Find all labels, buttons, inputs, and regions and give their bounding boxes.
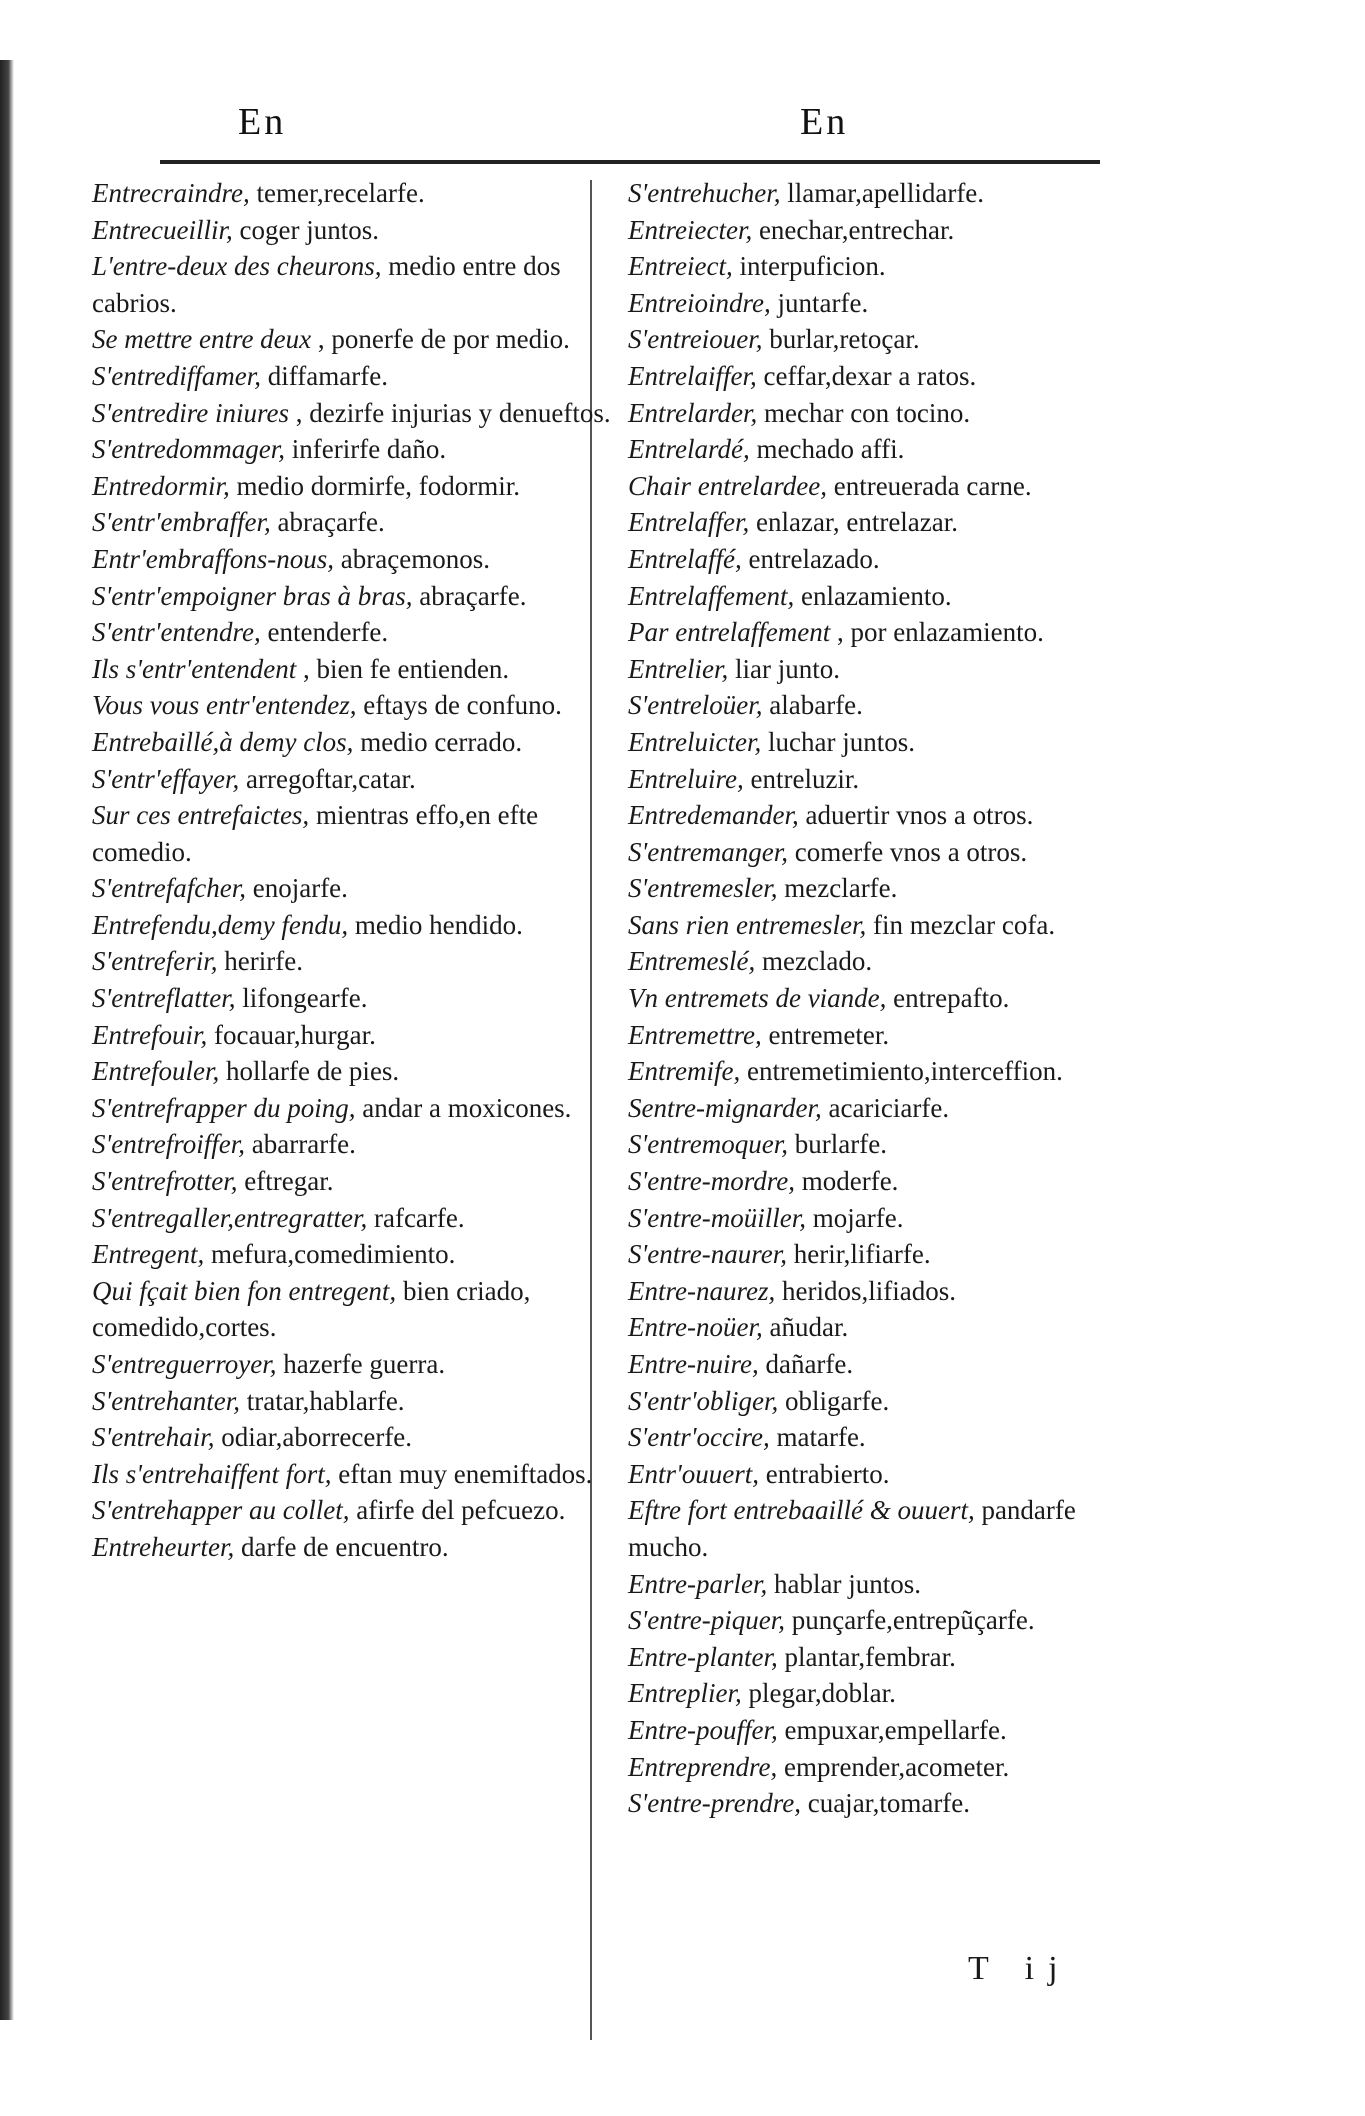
headword: S'entr'occire, bbox=[628, 1422, 770, 1453]
headword: Entrefouir, bbox=[92, 1019, 208, 1050]
headword: Entrefouler, bbox=[92, 1056, 220, 1087]
definition: darfe de encuentro. bbox=[234, 1531, 449, 1562]
definition: herirfe. bbox=[217, 946, 303, 977]
headword: Sur ces entrefaictes, bbox=[92, 800, 310, 831]
headword: S'entre-prendre, bbox=[628, 1788, 801, 1819]
dictionary-entry bbox=[92, 1419, 617, 1456]
definition: , por enlazamiento. bbox=[830, 617, 1044, 648]
headword: Eftre fort entrebaaillé & ouuert, bbox=[628, 1495, 975, 1526]
dictionary-entry bbox=[92, 1017, 617, 1054]
headword: Entremeslé, bbox=[628, 946, 756, 977]
dictionary-entry bbox=[628, 1346, 1153, 1383]
headword: S'entrefroiffer, bbox=[92, 1129, 246, 1160]
headword: Sans rien entremesler, bbox=[628, 909, 867, 940]
headword: Vous vous entr'entendez, bbox=[92, 690, 357, 721]
dictionary-entry bbox=[92, 1456, 617, 1493]
dictionary-entry bbox=[628, 1602, 1153, 1639]
headword: L'entre-deux des cheurons, bbox=[92, 251, 382, 282]
dictionary-entry bbox=[92, 1200, 617, 1237]
dictionary-entry bbox=[92, 212, 617, 249]
dictionary-entry bbox=[92, 724, 617, 761]
headword: Vn entremets de viande, bbox=[628, 983, 887, 1014]
definition: emprender,acometer. bbox=[777, 1751, 1010, 1782]
headword: S'entremoquer, bbox=[628, 1129, 788, 1160]
definition: entreluzir. bbox=[743, 763, 860, 794]
definition: moderfe. bbox=[794, 1166, 899, 1197]
definition: herir,lifiarfe. bbox=[787, 1239, 931, 1270]
dictionary-entry bbox=[628, 1639, 1153, 1676]
dictionary-entry bbox=[92, 1236, 617, 1273]
definition: mechado affi. bbox=[749, 434, 905, 465]
definition: odiar,aborrecerfe. bbox=[214, 1422, 413, 1453]
right-column bbox=[628, 175, 1153, 1822]
dictionary-entry bbox=[628, 1566, 1153, 1603]
running-header-left: En bbox=[238, 101, 287, 143]
dictionary-entry bbox=[92, 980, 617, 1017]
dictionary-entry bbox=[92, 321, 617, 358]
headword: Entrelarder, bbox=[628, 397, 758, 428]
dictionary-entry bbox=[92, 175, 617, 212]
dictionary-entry bbox=[628, 248, 1153, 285]
headword: S'entrehapper au collet, bbox=[92, 1495, 350, 1526]
headword: Entrecueillir, bbox=[92, 214, 233, 245]
definition: liar junto. bbox=[728, 653, 840, 684]
headword: Se mettre entre deux bbox=[92, 324, 312, 355]
headword: Entre-nuire, bbox=[628, 1349, 759, 1379]
dictionary-entry bbox=[92, 468, 617, 505]
definition: plantar,fembrar. bbox=[777, 1641, 956, 1672]
dictionary-entry bbox=[92, 1383, 617, 1420]
definition: medio dormirfe, fodormir. bbox=[229, 470, 520, 501]
headword: S'entrehucher, bbox=[628, 178, 781, 208]
definition: aduertir vnos a otros. bbox=[798, 800, 1034, 831]
headword: Ils s'entr'entendent bbox=[92, 653, 297, 684]
definition: llamar,apellidarfe. bbox=[780, 178, 985, 208]
dictionary-entry bbox=[92, 614, 617, 651]
definition: juntarfe. bbox=[770, 287, 869, 318]
headword: Entre-planter, bbox=[628, 1641, 778, 1672]
headword: Entr'ouuert, bbox=[628, 1458, 760, 1489]
definition: entenderfe. bbox=[260, 617, 389, 648]
headword: S'entremanger, bbox=[628, 836, 788, 867]
headword: Entrebaillé,à demy clos, bbox=[92, 726, 354, 757]
definition: alabarfe. bbox=[762, 690, 863, 721]
definition: lifongearfe. bbox=[235, 983, 368, 1014]
definition: luchar juntos. bbox=[761, 726, 915, 757]
definition: entrepafto. bbox=[886, 983, 1010, 1014]
definition: mechar con tocino. bbox=[757, 397, 971, 428]
definition: inferirfe daño. bbox=[285, 434, 447, 465]
headword: Entre-naurez, bbox=[628, 1275, 776, 1306]
dictionary-entry bbox=[628, 431, 1153, 468]
definition: medio hendido. bbox=[348, 909, 523, 940]
dictionary-entry bbox=[628, 541, 1153, 578]
headword: Entregent, bbox=[92, 1239, 205, 1270]
definition: mefura,comedimiento. bbox=[204, 1239, 456, 1270]
definition: heridos,lifiados. bbox=[775, 1275, 956, 1306]
definition: enlazamiento. bbox=[794, 580, 952, 611]
headword: S'entreloüer, bbox=[628, 690, 763, 721]
headword: Entreluire, bbox=[628, 763, 744, 794]
definition: abraçarfe. bbox=[270, 507, 385, 538]
headword: Entre-noüer, bbox=[628, 1312, 763, 1343]
definition: acariciarfe. bbox=[821, 1092, 950, 1123]
definition: entremetimiento,interceffion. bbox=[740, 1056, 1063, 1087]
headword: S'entrediffamer, bbox=[92, 360, 262, 391]
dictionary-entry bbox=[628, 651, 1153, 688]
definition: temer,recelarfe. bbox=[249, 178, 425, 208]
headword: Entreplier, bbox=[628, 1678, 742, 1709]
dictionary-entry bbox=[92, 578, 617, 615]
definition: , ponerfe de por medio. bbox=[311, 324, 570, 355]
definition: enlazar, entrelazar. bbox=[749, 507, 959, 538]
headword: S'entre-naurer, bbox=[628, 1239, 787, 1270]
dictionary-entry bbox=[628, 1090, 1153, 1127]
definition: rafcarfe. bbox=[367, 1202, 465, 1233]
dictionary-entry bbox=[92, 431, 617, 468]
definition: tratar,hablarfe. bbox=[240, 1385, 405, 1416]
dictionary-entry bbox=[92, 1492, 617, 1529]
headword: S'entrefrapper du poing, bbox=[92, 1092, 356, 1123]
dictionary-entry bbox=[628, 212, 1153, 249]
definition: hazerfe guerra. bbox=[276, 1349, 446, 1379]
dictionary-entry bbox=[628, 1200, 1153, 1237]
definition: enechar,entrechar. bbox=[752, 214, 955, 245]
headword: S'entredommager, bbox=[92, 434, 285, 465]
definition: cuajar,tomarfe. bbox=[800, 1788, 971, 1819]
dictionary-entry bbox=[628, 980, 1153, 1017]
scan-edge bbox=[0, 60, 14, 2020]
headword: S'entr'empoigner bras à bras, bbox=[92, 580, 413, 611]
headword: Par entrelaffement bbox=[628, 617, 831, 648]
headword: S'entreiouer, bbox=[628, 324, 763, 355]
definition: eftan muy enemiftados. bbox=[331, 1458, 593, 1489]
dictionary-entry bbox=[628, 1456, 1153, 1493]
headword: Entreluicter, bbox=[628, 726, 762, 757]
dictionary-entry bbox=[92, 943, 617, 980]
headword: Sentre-mignarder, bbox=[628, 1092, 822, 1123]
headword: Qui fçait bien fon entregent, bbox=[92, 1275, 397, 1306]
dictionary-entry bbox=[92, 1346, 617, 1383]
headword: Entreprendre, bbox=[628, 1751, 778, 1782]
headword: S'entr'obliger, bbox=[628, 1385, 779, 1416]
dictionary-entry bbox=[628, 834, 1153, 871]
dictionary-entry bbox=[628, 724, 1153, 761]
dictionary-entry bbox=[628, 1712, 1153, 1749]
definition: entremeter. bbox=[761, 1019, 890, 1050]
dictionary-entry bbox=[628, 1383, 1153, 1420]
definition: medio entre dos cabrios. bbox=[92, 251, 561, 318]
left-column bbox=[92, 175, 617, 1566]
headword: Ils s'entrehaiffent fort, bbox=[92, 1458, 332, 1489]
definition: matarfe. bbox=[769, 1422, 866, 1453]
definition: entrelazado. bbox=[741, 543, 880, 574]
dictionary-entry bbox=[628, 1749, 1153, 1786]
dictionary-entry bbox=[628, 614, 1153, 651]
definition: dañarfe. bbox=[758, 1349, 854, 1379]
headword: Entremife, bbox=[628, 1056, 741, 1087]
dictionary-entry bbox=[92, 1053, 617, 1090]
definition: bien criado, comedido,cortes. bbox=[92, 1275, 531, 1343]
dictionary-entry bbox=[628, 1785, 1153, 1822]
definition: focauar,hurgar. bbox=[207, 1019, 376, 1050]
dictionary-entry bbox=[628, 578, 1153, 615]
headword: Entrelaffer, bbox=[628, 507, 750, 538]
definition: interpuficion. bbox=[732, 251, 886, 282]
headword: Entremettre, bbox=[628, 1019, 762, 1050]
headword: Entredormir, bbox=[92, 470, 230, 501]
header-rule bbox=[160, 160, 1100, 164]
dictionary-entry bbox=[628, 395, 1153, 432]
dictionary-entry bbox=[92, 1273, 617, 1346]
headword: Entrelaffement, bbox=[628, 580, 795, 611]
headword: Entrelaffé, bbox=[628, 543, 742, 574]
headword: S'entr'effayer, bbox=[92, 763, 240, 794]
dictionary-entry bbox=[628, 504, 1153, 541]
dictionary-entry bbox=[628, 1309, 1153, 1346]
definition: obligarfe. bbox=[778, 1385, 890, 1416]
definition: mojarfe. bbox=[806, 1202, 904, 1233]
dictionary-entry bbox=[628, 1163, 1153, 1200]
headword: Entre-parler, bbox=[628, 1568, 768, 1599]
definition: fin mezclar cofa. bbox=[866, 909, 1056, 940]
headword: Entre-pouffer, bbox=[628, 1714, 778, 1745]
dictionary-entry bbox=[92, 358, 617, 395]
dictionary-entry bbox=[628, 1053, 1153, 1090]
definition: abraçemonos. bbox=[334, 543, 490, 574]
definition: empuxar,empellarfe. bbox=[777, 1714, 1007, 1745]
headword: Entrefendu,demy fendu, bbox=[92, 909, 349, 940]
definition: afirfe del pefcuezo. bbox=[349, 1495, 566, 1526]
dictionary-entry bbox=[628, 1419, 1153, 1456]
dictionary-entry bbox=[628, 1126, 1153, 1163]
headword: S'entreferir, bbox=[92, 946, 218, 977]
definition: entrabierto. bbox=[759, 1458, 890, 1489]
dictionary-entry bbox=[628, 1492, 1153, 1565]
dictionary-entry bbox=[92, 797, 617, 870]
dictionary-entry bbox=[92, 687, 617, 724]
definition: burlar,retoçar. bbox=[762, 324, 920, 355]
dictionary-entry bbox=[92, 870, 617, 907]
definition: medio cerrado. bbox=[353, 726, 523, 757]
definition: mezclarfe. bbox=[777, 873, 898, 904]
headword: Entreioindre, bbox=[628, 287, 771, 318]
definition: arregoftar,catar. bbox=[239, 763, 416, 794]
headword: S'entr'embraffer, bbox=[92, 507, 271, 538]
dictionary-entry bbox=[628, 285, 1153, 322]
headword: Entreheurter, bbox=[92, 1531, 235, 1562]
definition: eftays de confuno. bbox=[356, 690, 562, 721]
dictionary-entry bbox=[628, 687, 1153, 724]
headword: S'entre-piquer, bbox=[628, 1605, 785, 1636]
dictionary-entry bbox=[628, 175, 1153, 212]
headword: S'entredire iniures bbox=[92, 397, 289, 428]
definition: plegar,doblar. bbox=[741, 1678, 896, 1709]
definition: eftregar. bbox=[237, 1166, 334, 1197]
dictionary-entry bbox=[628, 761, 1153, 798]
dictionary-entry bbox=[628, 907, 1153, 944]
dictionary-entry bbox=[92, 761, 617, 798]
definition: mezclado. bbox=[755, 946, 873, 977]
signature-mark: T ij bbox=[968, 1950, 1072, 1987]
dictionary-entry bbox=[628, 943, 1153, 980]
headword: S'entre-moüiller, bbox=[628, 1202, 806, 1233]
headword: Entrelardé, bbox=[628, 434, 750, 465]
dictionary-entry bbox=[628, 321, 1153, 358]
headword: Entr'embraffons-nous, bbox=[92, 543, 335, 574]
dictionary-entry bbox=[628, 1017, 1153, 1054]
headword: Entrecraindre, bbox=[92, 178, 250, 208]
dictionary-entry bbox=[92, 1126, 617, 1163]
definition: añudar. bbox=[762, 1312, 849, 1343]
dictionary-page bbox=[30, 60, 1300, 2060]
headword: S'entreguerroyer, bbox=[92, 1349, 277, 1379]
headword: S'entremesler, bbox=[628, 873, 778, 904]
headword: S'entregaller,entregratter, bbox=[92, 1202, 368, 1233]
dictionary-entry bbox=[92, 1090, 617, 1127]
definition: burlarfe. bbox=[788, 1129, 887, 1160]
dictionary-entry bbox=[92, 907, 617, 944]
headword: S'entre-mordre, bbox=[628, 1166, 795, 1197]
headword: Entreiecter, bbox=[628, 214, 753, 245]
definition: , bien fe entienden. bbox=[296, 653, 510, 684]
definition: coger juntos. bbox=[232, 214, 379, 245]
headword: S'entrehanter, bbox=[92, 1385, 240, 1416]
definition: , dezirfe injurias y denueftos. bbox=[289, 397, 611, 428]
definition: hablar juntos. bbox=[767, 1568, 921, 1599]
dictionary-entry bbox=[628, 1273, 1153, 1310]
definition: comerfe vnos a otros. bbox=[788, 836, 1028, 867]
dictionary-entry bbox=[92, 541, 617, 578]
definition: entreuerada carne. bbox=[826, 470, 1032, 501]
dictionary-entry bbox=[92, 395, 617, 432]
headword: Chair entrelardee, bbox=[628, 470, 827, 501]
definition: enojarfe. bbox=[245, 873, 348, 904]
headword: Entredemander, bbox=[628, 800, 799, 831]
definition: pandarfe mucho. bbox=[628, 1495, 1076, 1562]
headword: S'entrefrotter, bbox=[92, 1166, 238, 1197]
running-header-right: En bbox=[800, 101, 849, 143]
dictionary-entry bbox=[92, 651, 617, 688]
definition: ceffar,dexar a ratos. bbox=[756, 360, 977, 391]
definition: mientras effo,en efte comedio. bbox=[92, 800, 539, 867]
headword: Entreiect, bbox=[628, 251, 733, 282]
dictionary-entry bbox=[628, 468, 1153, 505]
headword: Entrelier, bbox=[628, 653, 729, 684]
definition: abarrarfe. bbox=[245, 1129, 356, 1160]
definition: andar a moxicones. bbox=[355, 1092, 572, 1123]
headword: S'entrehair, bbox=[92, 1422, 215, 1453]
headword: S'entr'entendre, bbox=[92, 617, 261, 648]
dictionary-entry bbox=[628, 358, 1153, 395]
headword: S'entrefafcher, bbox=[92, 873, 246, 904]
headword: S'entreflatter, bbox=[92, 983, 236, 1014]
definition: abraçarfe. bbox=[412, 580, 527, 611]
definition: diffamarfe. bbox=[261, 360, 388, 391]
definition: punçarfe,entrepũçarfe. bbox=[785, 1605, 1035, 1636]
dictionary-entry bbox=[628, 797, 1153, 834]
dictionary-entry bbox=[628, 870, 1153, 907]
dictionary-entry bbox=[628, 1675, 1153, 1712]
dictionary-entry bbox=[628, 1236, 1153, 1273]
headword: Entrelaiffer, bbox=[628, 360, 757, 391]
dictionary-entry bbox=[92, 248, 617, 321]
definition: hollarfe de pies. bbox=[219, 1056, 400, 1087]
dictionary-entry bbox=[92, 1529, 617, 1566]
dictionary-entry bbox=[92, 1163, 617, 1200]
dictionary-entry bbox=[92, 504, 617, 541]
